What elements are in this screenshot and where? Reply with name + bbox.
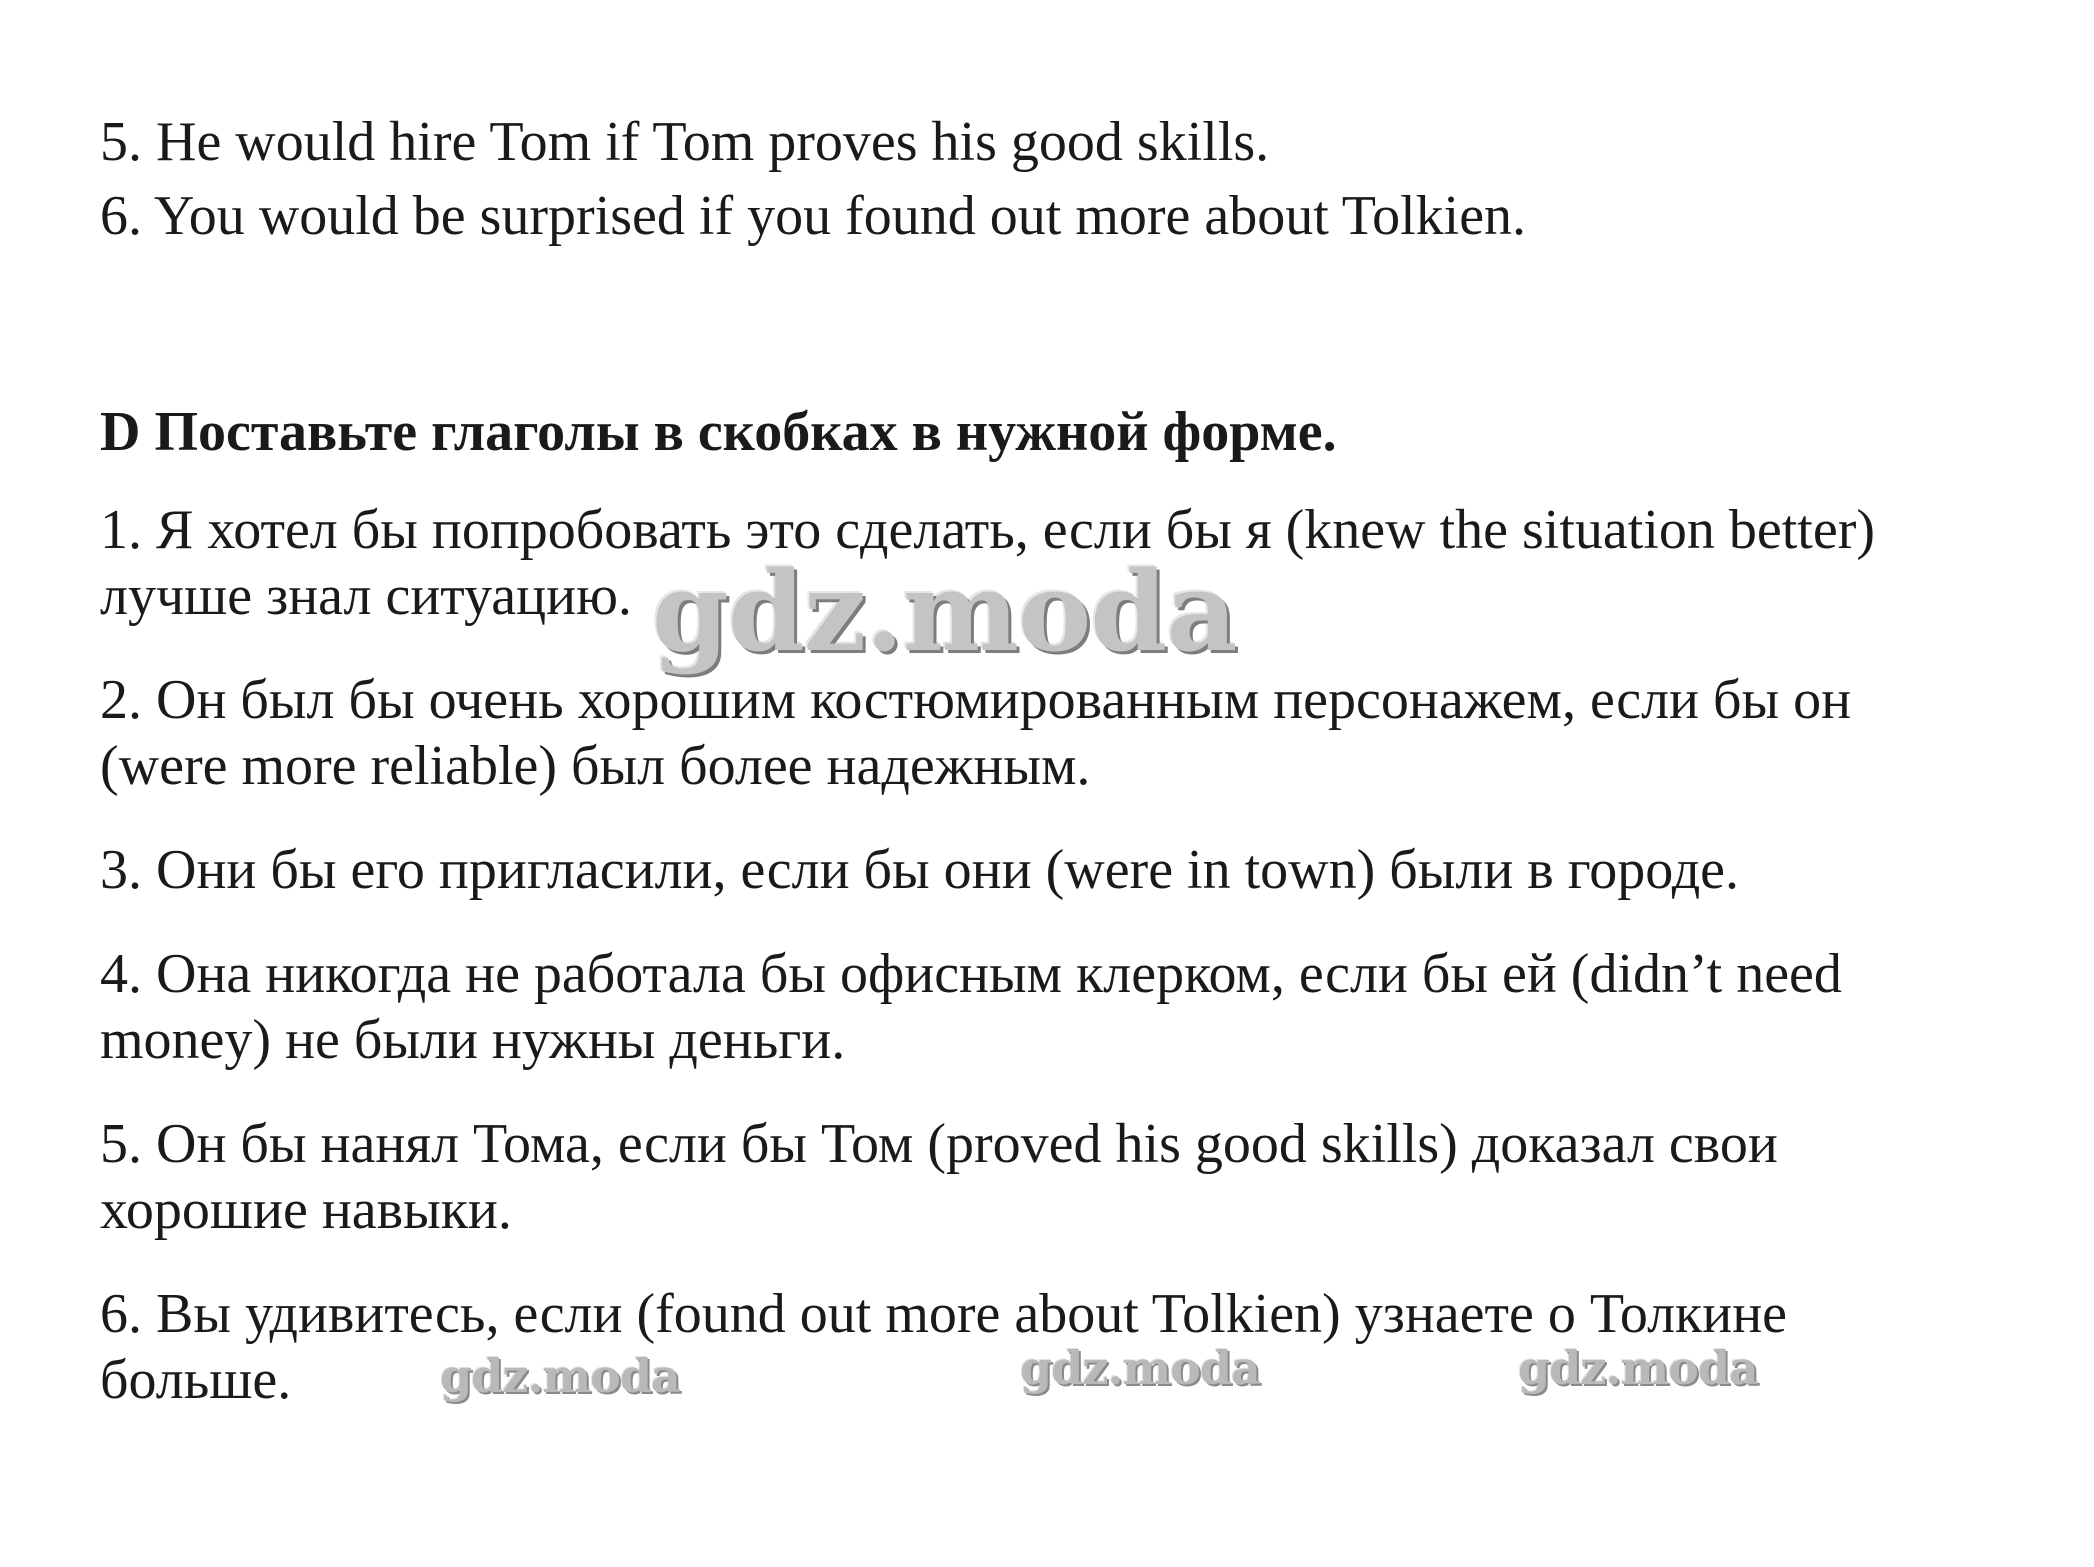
exercise-item-2-line-1: 2. Он был бы очень хорошим костюмированным персонажем, если бы он (100, 669, 1852, 731)
exercise-item-1-line-1: 1. Я хотел бы попробовать это сделать, если бы я (knew the situation better) (100, 499, 1876, 561)
section-d-heading: D Поставьте глаголы в скобках в нужной форме. (100, 401, 1337, 463)
watermark-small-3: gdz.moda (1518, 1341, 1758, 1395)
exercise-item-4-line-2: money) не были нужны деньги. (100, 1009, 846, 1071)
watermark-large: gdz.moda (652, 547, 1237, 676)
exercise-item-5-line-2: хорошие навыки. (100, 1179, 512, 1241)
watermark-small-2: gdz.moda (1020, 1341, 1260, 1395)
answer-line-6: 6. You would be surprised if you found out more about Tolkien. (100, 185, 1527, 247)
watermark-small-1: gdz.moda (440, 1349, 680, 1403)
exercise-item-4-line-1: 4. Она никогда не работала бы офисным клерком, если бы ей (didn’t need (100, 943, 1842, 1005)
exercise-item-1-line-2: лучше знал ситуацию. (100, 565, 632, 627)
exercise-item-3-line-1: 3. Они бы его пригласили, если бы они (were in town) были в городе. (100, 839, 1740, 901)
exercise-item-5-line-1: 5. Он бы нанял Тома, если бы Том (proved his good skills) доказал свои (100, 1113, 1778, 1175)
exercise-item-6-line-2: больше. (100, 1349, 292, 1411)
exercise-item-6-line-1: 6. Вы удивитесь, если (found out more about Tolkien) узнаете о Толкине (100, 1283, 1788, 1345)
exercise-item-2-line-2: (were more reliable) был более надежным. (100, 735, 1091, 797)
answer-line-5: 5. He would hire Tom if Tom proves his good skills. (100, 111, 1270, 173)
